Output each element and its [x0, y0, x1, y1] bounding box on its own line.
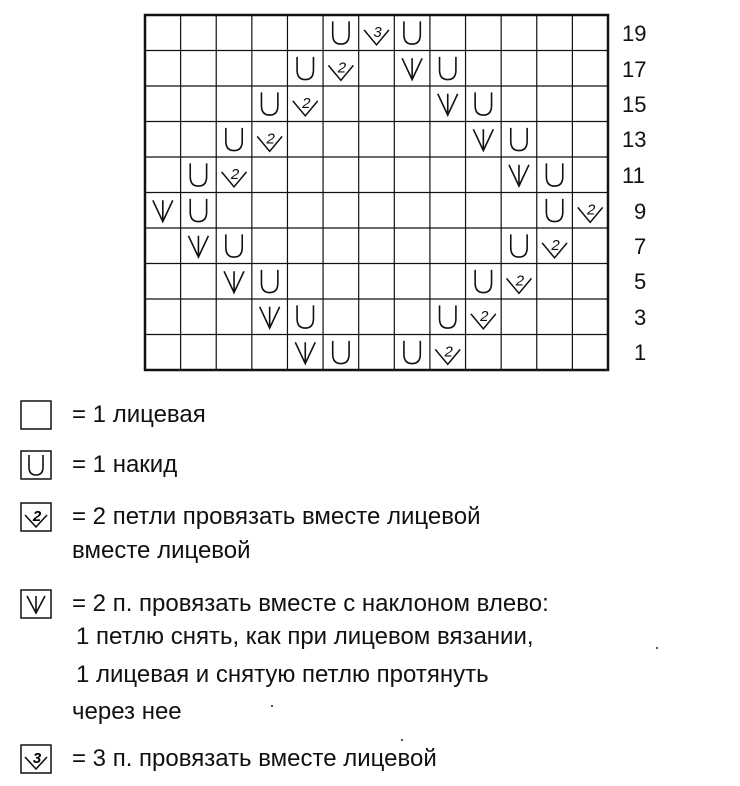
svg-text:2: 2	[230, 166, 240, 184]
svg-text:3: 3	[373, 24, 382, 42]
svg-text:2: 2	[587, 201, 596, 219]
yo-stitch-icon	[404, 341, 420, 364]
ssk-stitch-icon	[260, 307, 280, 328]
yo-stitch-icon	[404, 21, 420, 44]
knit-stitch-icon	[20, 400, 52, 430]
yo-stitch-icon	[511, 128, 527, 151]
row-number: 15	[622, 92, 647, 117]
yo-stitch-icon	[546, 163, 562, 186]
yo-stitch-icon	[333, 21, 349, 44]
yo-stitch-icon	[190, 199, 206, 222]
svg-text:2: 2	[444, 343, 453, 361]
yo-stitch-icon	[511, 234, 527, 257]
row-number: 17	[622, 57, 647, 82]
speck	[656, 647, 658, 649]
row-number: 9	[634, 199, 647, 224]
yo-stitch-icon	[546, 199, 562, 222]
legend-k3tog-text: = 3 п. провязать вместе лицевой	[72, 745, 437, 772]
ssk-stitch-icon	[438, 94, 458, 115]
k2tog-stitch-icon	[542, 237, 567, 258]
speck	[271, 705, 273, 707]
yo-stitch-icon	[440, 305, 456, 328]
k2tog-stitch-icon	[578, 202, 603, 223]
k2tog-stitch-icon	[328, 60, 353, 81]
svg-text:2: 2	[480, 308, 489, 326]
ssk-stitch-icon	[295, 342, 315, 363]
svg-text:2: 2	[302, 95, 311, 113]
svg-text:2: 2	[551, 237, 560, 255]
yo-stitch-icon	[190, 163, 206, 186]
legend-ssk-text-line3: 1 лицевая и снятую петлю протянуть	[76, 661, 489, 688]
ssk-stitch-icon	[153, 200, 173, 221]
k3tog-icon	[20, 744, 52, 774]
legend-yo-text: = 1 накид	[72, 451, 178, 478]
row-number: 11	[622, 163, 645, 188]
yo-stitch-icon	[475, 92, 491, 115]
yo-stitch-icon	[297, 305, 313, 328]
row-number: 1	[634, 340, 647, 365]
k2tog-stitch-icon	[435, 344, 460, 365]
k2tog-stitch-icon	[293, 95, 318, 116]
k2tog-stitch-icon	[222, 166, 247, 187]
row-number: 5	[634, 269, 647, 294]
k2tog-stitch-icon	[506, 273, 531, 294]
ssk-stitch-icon	[224, 271, 244, 292]
legend-ssk-text-line4: через нее	[72, 698, 182, 725]
yo-stitch-icon	[333, 341, 349, 364]
yo-stitch-icon	[297, 57, 313, 80]
legend-ssk-text: = 2 п. провязать вместе с наклоном влево:	[72, 590, 549, 617]
yo-stitch-icon	[475, 270, 491, 293]
row-number: 3	[634, 305, 647, 330]
k3tog-stitch-icon	[364, 24, 389, 45]
svg-text:2: 2	[337, 59, 347, 77]
row-number: 19	[622, 21, 647, 46]
k2tog-stitch-icon	[257, 131, 282, 152]
yo-stitch-icon	[261, 270, 277, 293]
row-number: 13	[622, 127, 647, 152]
yo-stitch-icon	[226, 128, 242, 151]
k2tog-icon	[20, 502, 52, 532]
speck	[401, 739, 403, 741]
yo-stitch-icon	[440, 57, 456, 80]
row-number: 7	[634, 234, 647, 259]
legend-k2tog-text-line2: вместе лицевой	[72, 537, 251, 564]
svg-text:2: 2	[266, 130, 275, 148]
ssk-icon	[20, 589, 52, 619]
ssk-stitch-icon	[509, 165, 529, 186]
ssk-stitch-icon	[188, 236, 208, 257]
yarn-over-icon	[20, 450, 52, 480]
legend-k2tog-text: = 2 петли провязать вместе лицевой	[72, 503, 481, 530]
legend-knit-text: = 1 лицевая	[72, 401, 206, 428]
ssk-stitch-icon	[473, 129, 493, 150]
yo-stitch-icon	[226, 234, 242, 257]
svg-text:2: 2	[32, 508, 42, 525]
ssk-stitch-icon	[402, 58, 422, 79]
legend-ssk-text-line2: 1 петлю снять, как при лицевом вязании,	[76, 623, 534, 650]
svg-text:2: 2	[515, 272, 525, 290]
yo-stitch-icon	[261, 92, 277, 115]
svg-text:3: 3	[32, 750, 42, 767]
k2tog-stitch-icon	[471, 308, 496, 329]
